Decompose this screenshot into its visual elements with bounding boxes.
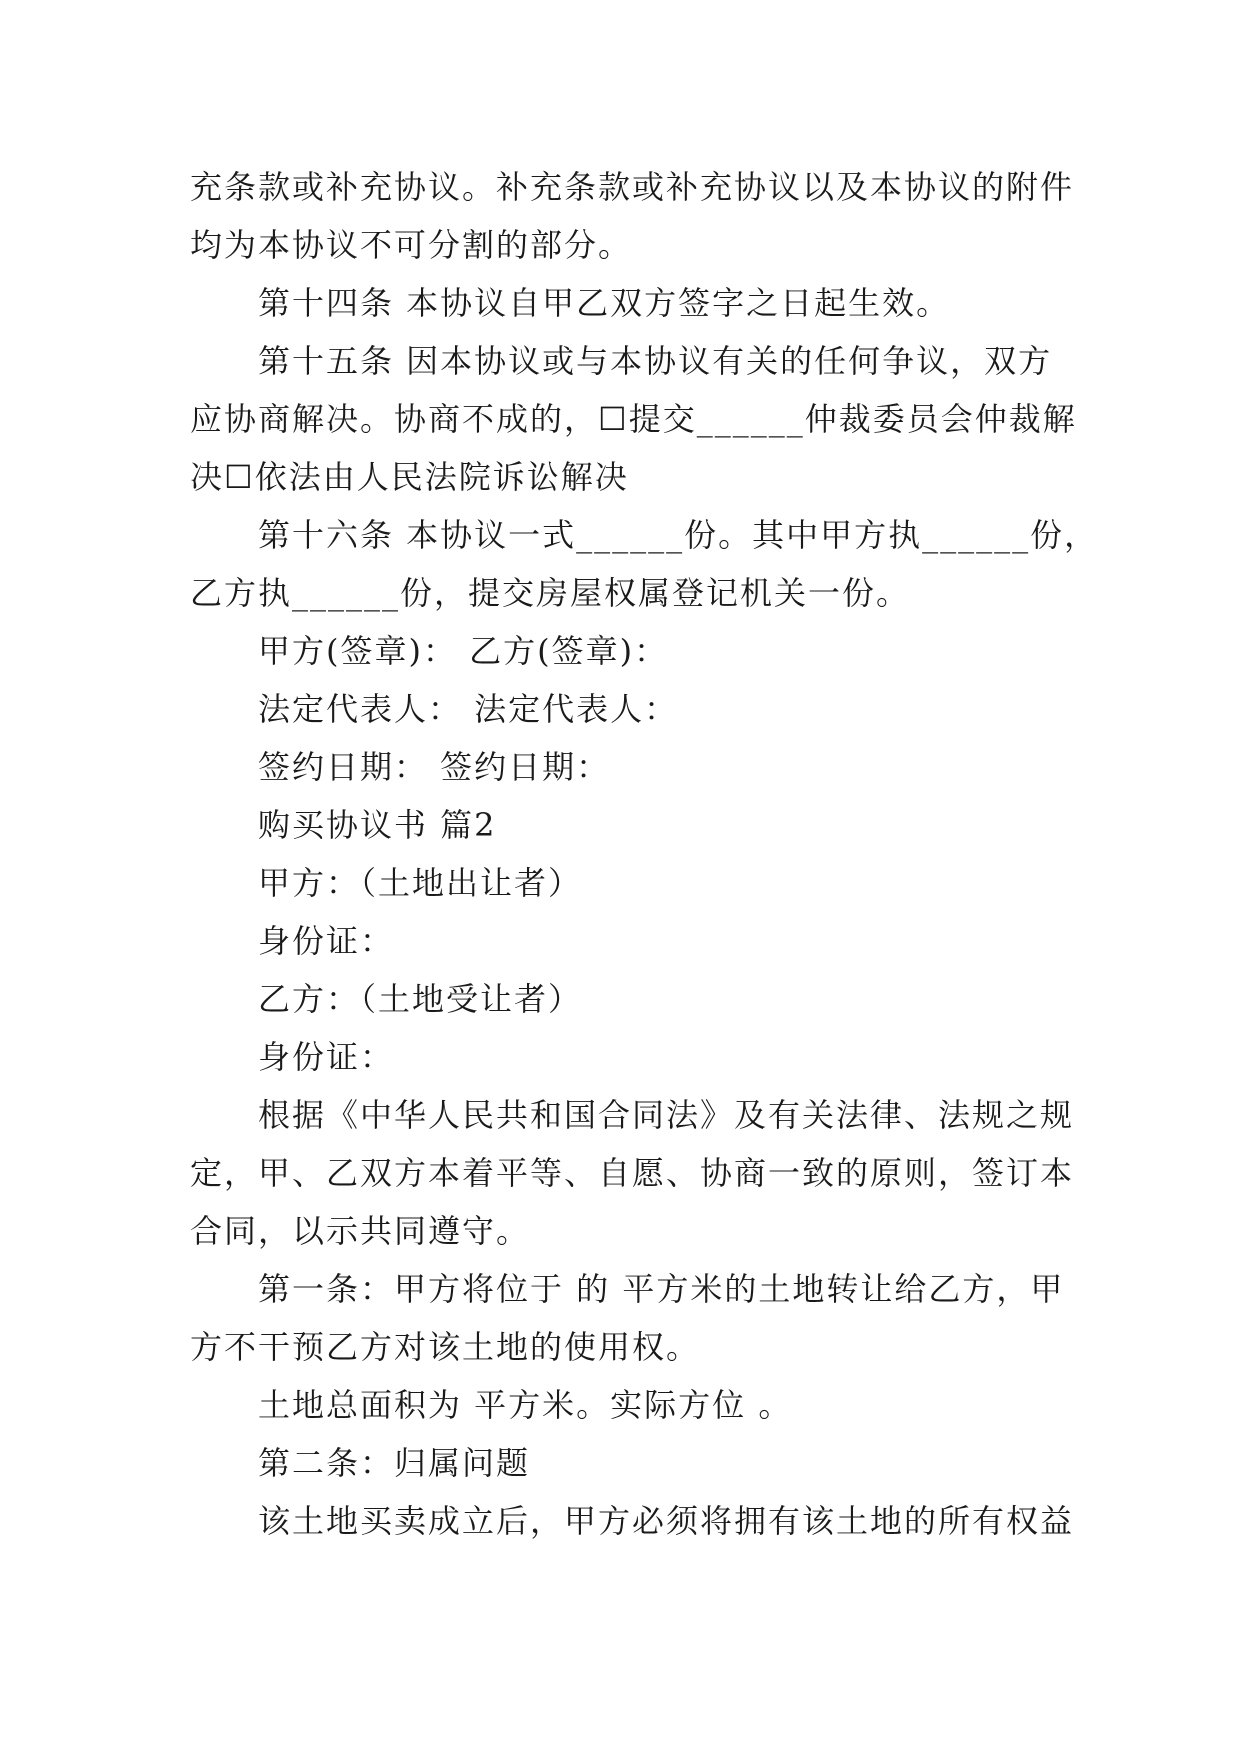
section-heading: 购买协议书 篇2: [258, 806, 497, 844]
text-line: 乙方执______份，提交房屋权属登记机关一份。: [190, 574, 911, 612]
article-16: 第十六条 本协议一式______份。其中甲方执______份，: [258, 516, 1099, 554]
article-15: 第十五条 因本协议或与本协议有关的任何争议，双方: [258, 342, 1053, 380]
text-line: 均为本协议不可分割的部分。: [190, 226, 633, 264]
document-body: [190, 158, 1099, 1550]
party-a-line: 甲方：（土地出让者）: [258, 864, 583, 902]
party-b-id-line: 身份证：: [258, 1038, 395, 1076]
land-area-line: 土地总面积为 平方米。实际方位 。: [258, 1386, 793, 1424]
party-a-id-line: 身份证：: [258, 922, 395, 960]
text-line: 决☐依法由人民法院诉讼解决: [190, 458, 629, 496]
text-line: 充条款或补充协议。补充条款或补充协议以及本协议的附件: [190, 168, 1075, 206]
signing-date-line: 签约日期： 签约日期：: [258, 748, 611, 786]
preamble-line: 根据《中华人民共和国合同法》及有关法律、法规之规: [258, 1096, 1075, 1134]
legal-representative-line: 法定代表人： 法定代表人：: [258, 690, 679, 728]
text-line: 定，甲、乙双方本着平等、自愿、协商一致的原则，签订本: [190, 1154, 1075, 1192]
article-14: 第十四条 本协议自甲乙双方签字之日起生效。: [258, 284, 951, 322]
party-b-line: 乙方：（土地受让者）: [258, 980, 583, 1018]
text-line: 合同，以示共同遵守。: [190, 1212, 531, 1250]
text-line: 方不干预乙方对该土地的使用权。: [190, 1328, 701, 1366]
article-2: 第二条：归属问题: [258, 1444, 531, 1482]
text-line: 应协商解决。协商不成的，☐提交______仲裁委员会仲裁解: [190, 400, 1077, 438]
article-1: 第一条：甲方将位于 的 平方米的土地转让给乙方，甲: [258, 1270, 1065, 1308]
signature-party-line: 甲方(签章)： 乙方(签章)：: [258, 632, 669, 670]
text-line: 该土地买卖成立后，甲方必须将拥有该土地的所有权益: [258, 1502, 1075, 1540]
